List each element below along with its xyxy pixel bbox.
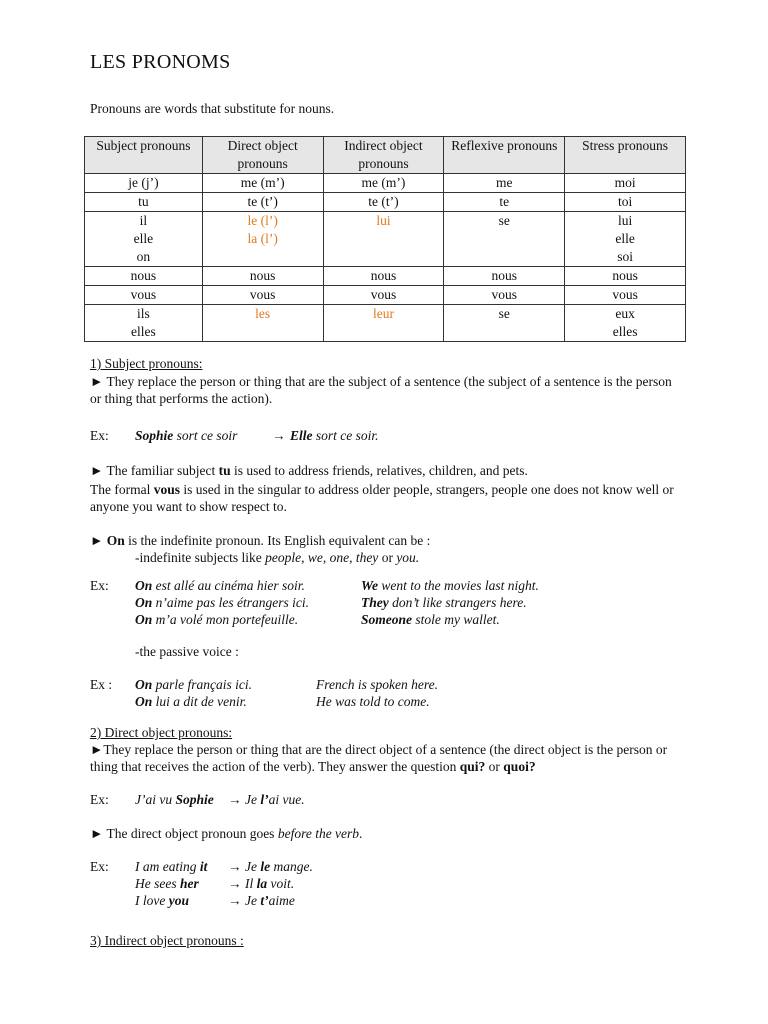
table-cell: nous bbox=[85, 267, 203, 286]
table-cell: me bbox=[444, 174, 565, 193]
example-french: J’ai vu Sophie bbox=[135, 792, 214, 807]
example-line: French is spoken here. bbox=[316, 677, 438, 692]
table-header-row bbox=[85, 137, 686, 174]
example-line: They don’t like strangers here. bbox=[361, 595, 527, 610]
table-cell: nous bbox=[323, 267, 444, 286]
table-cell: leur bbox=[323, 305, 444, 342]
example-line: → bbox=[228, 876, 242, 891]
table-header: Reflexive pronouns bbox=[444, 137, 565, 174]
table-cell: lui bbox=[323, 212, 444, 267]
example-line: On est allé au cinéma hier soir. bbox=[135, 578, 305, 593]
intro-text: Pronouns are words that substitute for nouns. bbox=[90, 101, 335, 116]
table-header: Stress pronouns bbox=[565, 137, 686, 174]
table-cell: il elle on bbox=[85, 212, 203, 267]
table-row bbox=[85, 212, 686, 267]
table-cell: nous bbox=[565, 267, 686, 286]
table-row bbox=[85, 305, 686, 342]
table-row bbox=[85, 286, 686, 305]
table-cell: se bbox=[444, 212, 565, 267]
arrow-icon: → bbox=[272, 428, 286, 443]
example-french: Elle sort ce soir. bbox=[290, 428, 379, 443]
paragraph: ► The direct object pronoun goes before the verb. bbox=[90, 826, 363, 841]
table-cell: te (t’) bbox=[202, 193, 323, 212]
table-cell: me (m’) bbox=[323, 174, 444, 193]
example-label: Ex: bbox=[90, 792, 109, 807]
table-row bbox=[85, 267, 686, 286]
table-header: Indirect object pronouns bbox=[323, 137, 444, 174]
table-cell: vous bbox=[323, 286, 444, 305]
table-cell: le (l’) la (l’) bbox=[202, 212, 323, 267]
example-line: On m’a volé mon portefeuille. bbox=[135, 612, 299, 627]
table-cell: moi bbox=[565, 174, 686, 193]
example-label: Ex: bbox=[90, 428, 109, 443]
table-cell: eux elles bbox=[565, 305, 686, 342]
table-header: Subject pronouns bbox=[85, 137, 203, 174]
example-french: Sophie sort ce soir bbox=[135, 428, 238, 443]
table-cell: se bbox=[444, 305, 565, 342]
table-cell: te bbox=[444, 193, 565, 212]
page-title: LES PRONOMS bbox=[90, 51, 231, 73]
example-line: He was told to come. bbox=[316, 694, 430, 709]
table-cell: nous bbox=[444, 267, 565, 286]
table-cell: les bbox=[202, 305, 323, 342]
table-header: Direct object pronouns bbox=[202, 137, 323, 174]
table-cell: vous bbox=[444, 286, 565, 305]
example-line: → bbox=[228, 893, 242, 908]
section-heading-direct: 2) Direct object pronouns: bbox=[90, 725, 233, 740]
table-row bbox=[85, 193, 686, 212]
example-line: On parle français ici. bbox=[135, 677, 253, 692]
table-cell: nous bbox=[202, 267, 323, 286]
table-cell: vous bbox=[565, 286, 686, 305]
table-cell: vous bbox=[85, 286, 203, 305]
table-cell: je (j’) bbox=[85, 174, 203, 193]
example-label: Ex: bbox=[90, 578, 109, 593]
example-line: On n’aime pas les étrangers ici. bbox=[135, 595, 309, 610]
table-row bbox=[85, 174, 686, 193]
paragraph: ► The familiar subject tu is used to address friends, relatives, children, and pets. bbox=[90, 463, 528, 478]
table-cell: te (t’) bbox=[323, 193, 444, 212]
table-cell: toi bbox=[565, 193, 686, 212]
example-line: On lui a dit de venir. bbox=[135, 694, 247, 709]
example-line: I am eating it bbox=[135, 859, 208, 874]
section-heading-indirect: 3) Indirect object pronouns : bbox=[90, 933, 244, 948]
example-line: He sees her bbox=[135, 876, 199, 891]
paragraph: -the passive voice : bbox=[135, 644, 239, 659]
example-line: Je t’aime bbox=[245, 893, 295, 908]
example-line: We went to the movies last night. bbox=[361, 578, 539, 593]
table-cell: ils elles bbox=[85, 305, 203, 342]
example-label: Ex : bbox=[90, 677, 113, 692]
example-label: Ex: bbox=[90, 859, 109, 874]
table-cell: lui elle soi bbox=[565, 212, 686, 267]
example-french: Je l’ai vue. bbox=[245, 792, 305, 807]
paragraph: ► On is the indefinite pronoun. Its English equivalent can be : bbox=[90, 533, 431, 548]
section-heading-subject: 1) Subject pronouns: bbox=[90, 356, 203, 371]
paragraph: The formal vous is used in the singular to address older people, strangers, people one does not know well or anyone you want to show respect to. bbox=[90, 482, 674, 514]
arrow-icon: → bbox=[228, 792, 242, 807]
example-line: → bbox=[228, 859, 242, 874]
example-line: Someone stole my wallet. bbox=[361, 612, 500, 627]
table-cell: me (m’) bbox=[202, 174, 323, 193]
table-cell: tu bbox=[85, 193, 203, 212]
example-line: Il la voit. bbox=[245, 876, 295, 891]
example-line: I love you bbox=[135, 893, 189, 908]
pronoun-table bbox=[84, 136, 686, 342]
table-cell: vous bbox=[202, 286, 323, 305]
paragraph: -indefinite subjects like people, we, one, they or you. bbox=[135, 550, 420, 565]
example-line: Je le mange. bbox=[245, 859, 313, 874]
paragraph: ►They replace the person or thing that are the direct object of a sentence (the direct object is the person or thing that receives the action of the verb). They answer the question qui? or quoi? bbox=[90, 742, 668, 774]
paragraph: ► They replace the person or thing that are the subject of a sentence (the subject of a sentence is the person or thing that performs the action). bbox=[90, 374, 672, 406]
